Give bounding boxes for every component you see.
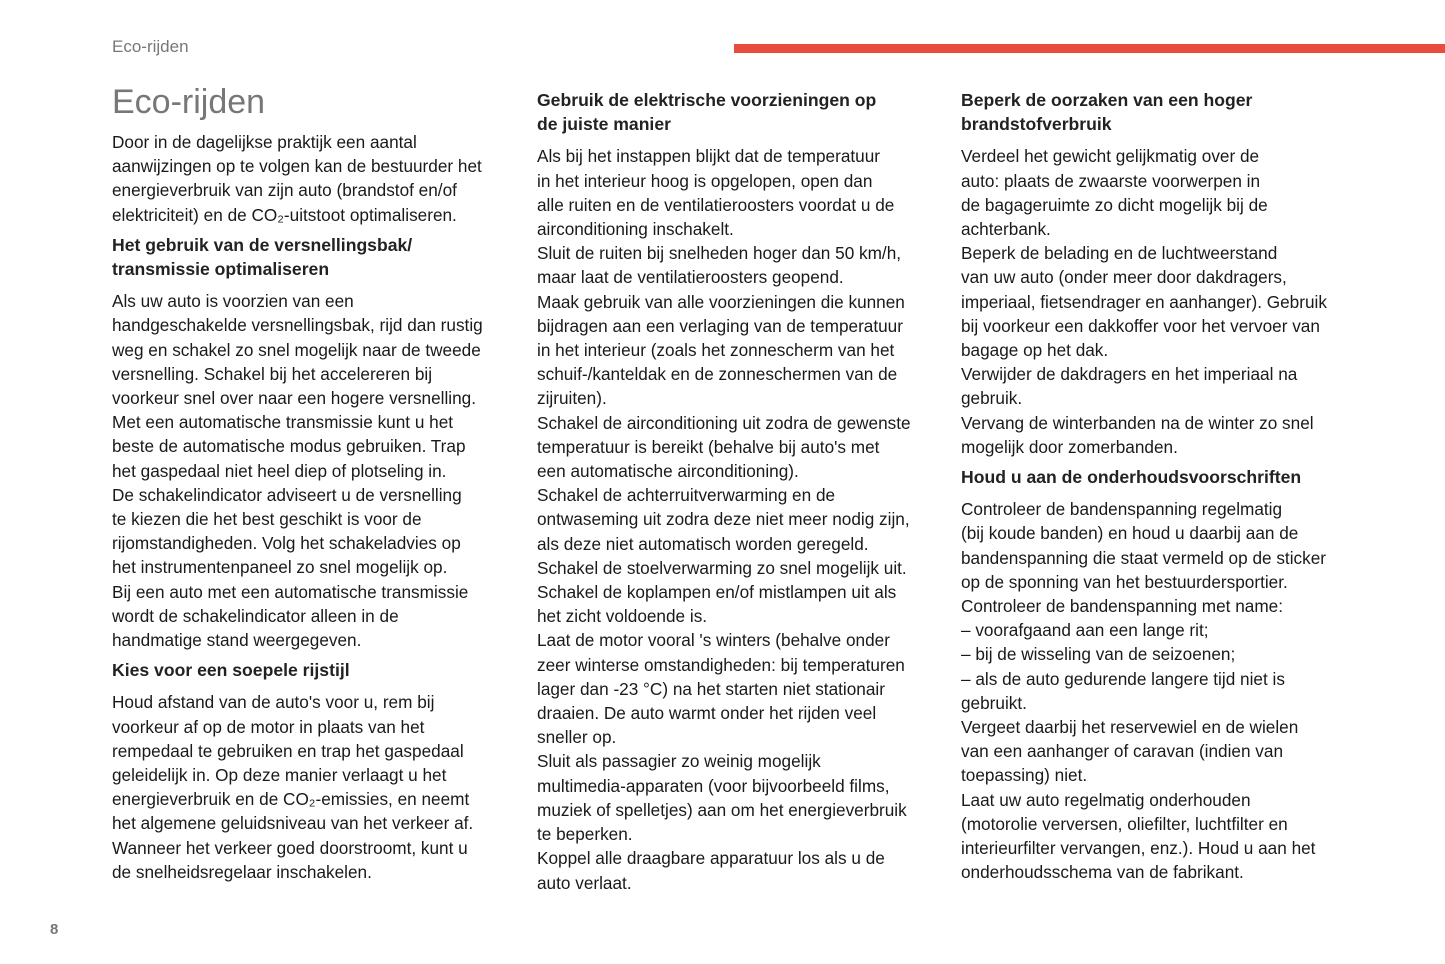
heading-line: Het gebruik van de versnellingsbak/ bbox=[112, 234, 413, 255]
section-heading bbox=[112, 233, 522, 281]
text-line: als deze niet automatisch worden geregeld. bbox=[537, 533, 869, 554]
column-1 bbox=[112, 80, 522, 884]
text-line: sneller op. bbox=[537, 727, 617, 748]
text-line: schuif-/kanteldak en de zonneschermen van de bbox=[537, 364, 898, 385]
text-line: Wanneer het verkeer goed doorstroomt, kunt u bbox=[112, 837, 468, 858]
text-line: ontwaseming uit zodra deze niet meer nodig zijn, bbox=[537, 509, 910, 530]
text-line: zeer winterse omstandigheden: bij temperaturen bbox=[537, 654, 905, 675]
text-line: Maak gebruik van alle voorzieningen die kunnen bbox=[537, 291, 905, 312]
text-line: (bij koude banden) en houd u daarbij aan de bbox=[961, 523, 1299, 544]
text-line: Verwijder de dakdragers en het imperiaal na bbox=[961, 364, 1298, 385]
text-line: maar laat de ventilatieroosters geopend. bbox=[537, 267, 844, 288]
text-line: – voorafgaand aan een lange rit; bbox=[961, 620, 1209, 641]
text-line: het gaspedaal niet heel diep of plotseling in. bbox=[112, 460, 447, 481]
heading-line: Beperk de oorzaken van een hoger bbox=[961, 90, 1253, 110]
text-line: Controleer de bandenspanning met name: bbox=[961, 596, 1284, 617]
text-line: bagage op het dak. bbox=[961, 340, 1109, 361]
column-3 bbox=[961, 88, 1371, 885]
text-line: gebruikt. bbox=[961, 692, 1027, 713]
text-line: – bij de wisseling van de seizoenen; bbox=[961, 644, 1236, 665]
text-line: imperiaal, fietsendrager en aanhanger). Gebruik bbox=[961, 291, 1327, 312]
heading-line: Gebruik de elektrische voorzieningen op bbox=[537, 90, 877, 110]
text-line: het instrumentenpaneel zo snel mogelijk op. bbox=[112, 557, 448, 578]
text-line: bij voorkeur een dakkoffer voor het vervoer van bbox=[961, 315, 1320, 336]
text-line: bandenspanning die staat vermeld op de sticker bbox=[961, 547, 1326, 568]
text-line: toepassing) niet. bbox=[961, 765, 1088, 786]
text-line: gebruik. bbox=[961, 388, 1023, 409]
text-line: beste de automatische modus gebruiken. Trap bbox=[112, 436, 466, 457]
text-line: het algemene geluidsniveau van het verkeer af. bbox=[112, 813, 474, 834]
text-line: onderhoudsschema van de fabrikant. bbox=[961, 862, 1244, 883]
paragraph bbox=[112, 289, 522, 652]
column-2 bbox=[537, 88, 947, 895]
section-heading bbox=[961, 465, 1371, 489]
text-line: lager dan -23 °C) na het starten niet stationair bbox=[537, 678, 885, 699]
text-line: versnelling. Schakel bij het accelereren bij bbox=[112, 363, 433, 384]
text-line: te kiezen die het best geschikt is voor de bbox=[112, 509, 422, 530]
text-line: aanwijzingen op te volgen kan de bestuurder het bbox=[112, 156, 482, 177]
text-line: auto: plaats de zwaarste voorwerpen in bbox=[961, 170, 1261, 191]
text-line: Vervang de winterbanden na de winter zo snel bbox=[961, 412, 1314, 433]
heading-line: de juiste manier bbox=[537, 114, 671, 135]
page-title: Eco-rijden bbox=[112, 83, 266, 121]
text-line: airconditioning inschakelt. bbox=[537, 219, 734, 240]
text-line: op de sponning van het bestuurdersportier. bbox=[961, 571, 1288, 592]
text-line: Sluit als passagier zo weinig mogelijk bbox=[537, 751, 821, 772]
text-line: Sluit de ruiten bij snelheden hoger dan 50 km/h, bbox=[537, 243, 902, 264]
section-heading bbox=[537, 88, 947, 136]
text-line: Vergeet daarbij het reservewiel en de wielen bbox=[961, 717, 1299, 738]
text-line: de bagageruimte zo dicht mogelijk bij de bbox=[961, 194, 1268, 215]
text-line: interieurfilter vervangen, enz.). Houd u aan het bbox=[961, 838, 1316, 859]
text-line: auto verlaat. bbox=[537, 872, 632, 893]
paragraph bbox=[961, 144, 1371, 459]
heading-line: Houd u aan de onderhoudsvoorschriften bbox=[961, 467, 1302, 488]
text-line: het zicht voldoende is. bbox=[537, 606, 708, 627]
text-line: multimedia-apparaten (voor bijvoorbeeld films, bbox=[537, 775, 890, 796]
text-line: weg en schakel zo snel mogelijk naar de tweede bbox=[112, 339, 481, 360]
paragraph bbox=[112, 690, 522, 884]
text-line: Verdeel het gewicht gelijkmatig over de bbox=[961, 146, 1260, 167]
text-line: voorkeur snel over naar een hogere versnelling. bbox=[112, 388, 477, 409]
text-line: – als de auto gedurende langere tijd niet is bbox=[961, 668, 1285, 689]
text-line: alle ruiten en de ventilatieroosters voordat u de bbox=[537, 194, 895, 215]
text-line: voorkeur af op de motor in plaats van het bbox=[112, 716, 425, 737]
text-line: Bij een auto met een automatische transmissie bbox=[112, 581, 469, 602]
text-line: temperatuur is bereikt (behalve bij auto's met bbox=[537, 436, 880, 457]
text-line: Als bij het instappen blijkt dat de temperatuur bbox=[537, 146, 880, 167]
text-line: Houd afstand van de auto's voor u, rem bij bbox=[112, 692, 435, 713]
text-line: Schakel de koplampen en/of mistlampen uit als bbox=[537, 582, 897, 603]
heading-line: Kies voor een soepele rijstijl bbox=[112, 660, 350, 681]
text-line: van een aanhanger of caravan (indien van bbox=[961, 741, 1284, 762]
text-line: elektriciteit) en de CO₂-uitstoot optimaliseren. bbox=[112, 204, 457, 225]
heading-line: brandstofverbruik bbox=[961, 114, 1112, 135]
text-line: handgeschakelde versnellingsbak, rijd dan rustig bbox=[112, 315, 483, 336]
text-line: achterbank. bbox=[961, 219, 1051, 240]
paragraph bbox=[537, 144, 947, 894]
text-line: Schakel de achterruitverwarming en de bbox=[537, 485, 836, 506]
text-line: Beperk de belading en de luchtweerstand bbox=[961, 243, 1278, 264]
text-line: Als uw auto is voorzien van een bbox=[112, 291, 354, 312]
text-line: Koppel alle draagbare apparatuur los als u de bbox=[537, 848, 885, 869]
text-line: muziek of spelletjes) aan om het energieverbruik bbox=[537, 799, 907, 820]
text-line: geleidelijk in. Op deze manier verlaagt u het bbox=[112, 765, 447, 786]
running-header: Eco-rijden bbox=[112, 37, 189, 56]
text-line: draaien. De auto warmt onder het rijden veel bbox=[537, 703, 877, 724]
text-line: te beperken. bbox=[537, 824, 633, 845]
text-line: mogelijk door zomerbanden. bbox=[961, 436, 1178, 457]
paragraph bbox=[112, 130, 522, 227]
text-line: van uw auto (onder meer door dakdragers, bbox=[961, 267, 1287, 288]
text-line: handmatige stand weergegeven. bbox=[112, 630, 362, 651]
text-line: Laat uw auto regelmatig onderhouden bbox=[961, 789, 1251, 810]
text-line: Controleer de bandenspanning regelmatig bbox=[961, 499, 1283, 520]
paragraph bbox=[961, 497, 1371, 884]
text-line: rijomstandigheden. Volg het schakeladvies op bbox=[112, 533, 461, 554]
page-number: 8 bbox=[50, 921, 59, 938]
text-line: (motorolie verversen, oliefilter, luchtfilter en bbox=[961, 813, 1288, 834]
text-line: De schakelindicator adviseert u de versnelling bbox=[112, 484, 462, 505]
accent-bar bbox=[734, 44, 1445, 53]
text-line: Door in de dagelijkse praktijk een aantal bbox=[112, 132, 417, 152]
text-line: Schakel de airconditioning uit zodra de gewenste bbox=[537, 412, 911, 433]
section-heading bbox=[961, 88, 1371, 136]
text-line: wordt de schakelindicator alleen in de bbox=[112, 605, 399, 626]
text-line: Met een automatische transmissie kunt u het bbox=[112, 412, 454, 433]
text-line: bijdragen aan een verlaging van de temperatuur bbox=[537, 315, 903, 336]
text-line: in het interieur hoog is opgelopen, open dan bbox=[537, 170, 873, 191]
text-line: een automatische airconditioning). bbox=[537, 461, 799, 482]
heading-line: transmissie optimaliseren bbox=[112, 259, 330, 280]
text-line: energieverbruik en de CO₂-emissies, en neemt bbox=[112, 789, 470, 810]
section-heading bbox=[112, 658, 522, 682]
text-line: de snelheidsregelaar inschakelen. bbox=[112, 861, 372, 882]
text-line: Schakel de stoelverwarming zo snel mogelijk uit. bbox=[537, 557, 907, 578]
text-line: zijruiten). bbox=[537, 388, 607, 409]
text-line: energieverbruik van zijn auto (brandstof en/of bbox=[112, 180, 457, 201]
text-line: rempedaal te gebruiken en trap het gaspedaal bbox=[112, 740, 464, 761]
text-line: Laat de motor vooral 's winters (behalve onder bbox=[537, 630, 890, 651]
text-line: in het interieur (zoals het zonnescherm van het bbox=[537, 340, 895, 361]
